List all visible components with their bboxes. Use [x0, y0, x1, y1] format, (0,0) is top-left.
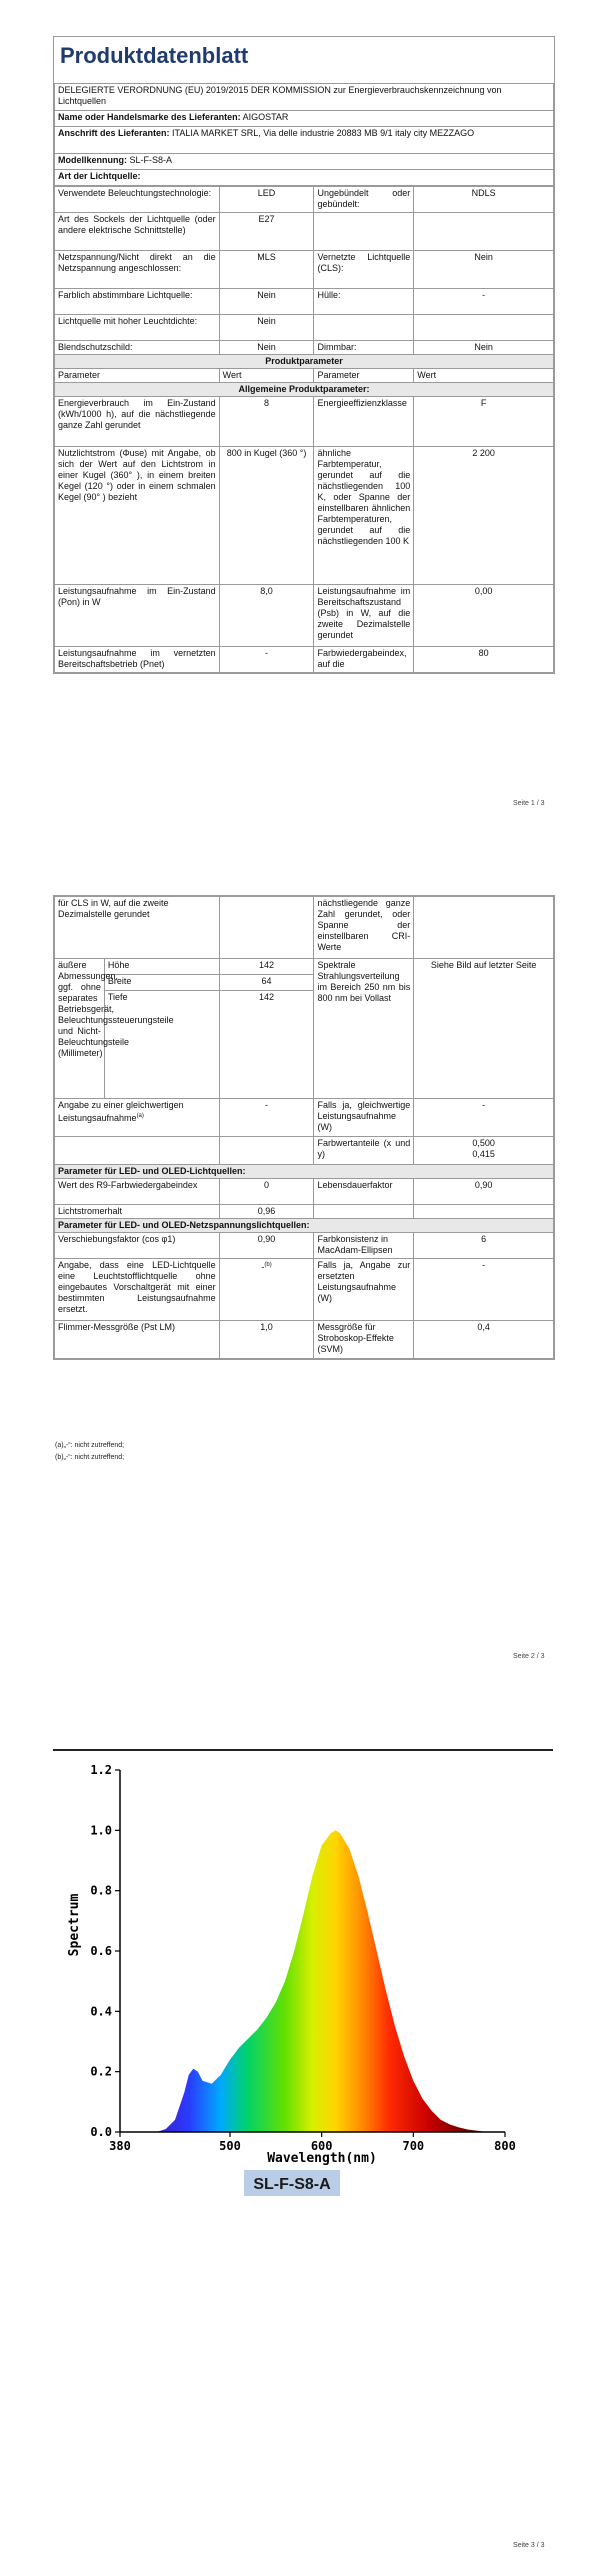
page-footer-3: Seite 3 / 3: [513, 2542, 545, 2549]
model-value: SL-F-S8-A: [129, 155, 173, 165]
header-table: [54, 83, 554, 186]
spectrum-area: [157, 1830, 487, 2132]
page-3: [0, 1700, 603, 2560]
table-row: Flimmer-Messgröße (Pst LM) 1,0 Messgröße für Stroboskop-Effekte (SVM) 0,4: [55, 1321, 554, 1359]
led-params-header: Parameter für LED- und OLED-Lichtquellen:: [55, 1165, 554, 1179]
general-params-header: Allgemeine Produktparameter:: [55, 383, 554, 397]
page-title: Produktdatenblatt: [60, 43, 249, 68]
table-row: Wert des R9-Farbwiedergabeindex 0 Lebensdauerfaktor 0,90: [55, 1179, 554, 1205]
table-row: Nutzlichtstrom (Φuse) mit Angabe, ob sich der Wert auf den Lichtstrom in einer Kugel (360° ), in einem breiten Kegel (120 °) oder in einem schmalen Kegel (90° ) bezieht 800 in Kugel (360 °) ähnliche Farbtemperatur, gerundet auf die nächstliegenden 100 K, oder Spanne der einstellbaren ähnlichen Farbtemperaturen, gerundet auf die nächstliegenden 100 K 2 200: [55, 447, 554, 585]
x-tick-label: 500: [219, 2139, 241, 2153]
address-row: [55, 127, 554, 154]
continuation-table: [54, 896, 554, 1359]
table-row: Tiefe 142: [55, 991, 554, 1099]
table-row: Leistungsaufnahme im Ein-Zustand (Pon) in W 8,0 Leistungsaufnahme im Bereitschaftszustand (Psb) in W, auf die zweite Dezimalstelle gerundet 0,00: [55, 585, 554, 647]
type-header: Art der Lichtquelle:: [55, 170, 554, 186]
table-row: äußere Abmessungen, ggf. ohne separates Betriebsgerät, Beleuchtungssteuerungsteile und Nicht-Beleuchtungsteile (Millimeter) Höhe 142 Spektrale Strahlungsverteilung im Bereich 250 nm bis 800 nm bei Vollast Siehe Bild auf letzter Seite: [55, 959, 554, 975]
table-row: Breite 64: [55, 975, 554, 991]
x-tick-label: 800: [494, 2139, 516, 2153]
page-footer-2: Seite 2 / 3: [513, 1653, 545, 1660]
mains-params-header: Parameter für LED- und OLED-Netzspannungslichtquellen:: [55, 1219, 554, 1233]
page-2: [0, 845, 603, 1675]
dims-label: äußere Abmessungen, ggf. ohne separates Betriebsgerät, Beleuchtungssteuerungsteile und Nicht-Beleuchtungsteile (Millimeter): [55, 959, 105, 1099]
table-row: Blendschutzschild: Nein Dimmbar: Nein: [55, 341, 554, 355]
table-row: Verschiebungsfaktor (cos φ1) 0,90 Farbkonsistenz in MacAdam-Ellipsen 6: [55, 1233, 554, 1259]
supplier-label: Name oder Handelsmarke des Lieferanten:: [58, 112, 241, 122]
page-1: [0, 0, 603, 815]
address-value: ITALIA MARKET SRL, Via delle industrie 20883 MB 9/1 italy city MEZZAGO: [172, 128, 475, 138]
supplier-value: AIGOSTAR: [242, 112, 289, 122]
table-row: Angabe zu einer gleichwertigen Leistungsaufnahme$^{(a)}$ - Falls ja, gleichwertige Leistungsaufnahme (W) -: [55, 1099, 554, 1137]
type-table: [54, 186, 554, 673]
table-row: Energieverbrauch im Ein-Zustand (kWh/1000 h), auf die nächstliegende ganze Zahl gerundet 8 Energieeffizienzklasse F: [55, 397, 554, 447]
y-tick-label: 0.0: [90, 2125, 112, 2139]
model-label: Modellkennung:: [58, 155, 127, 165]
table-row: Farblich abstimmbare Lichtquelle: Nein Hülle: -: [55, 289, 554, 315]
y-axis-label: Spectrum: [67, 1893, 82, 1957]
table-row: für CLS in W, auf die zweite Dezimalstelle gerundet nächstliegende ganze Zahl gerundet, oder Spanne der einstellbaren CRI-Werte: [55, 897, 554, 959]
spectral-label: Spektrale Strahlungsverteilung im Bereich 250 nm bis 800 nm bei Vollast: [314, 959, 414, 1099]
y-tick-label: 0.8: [90, 1883, 112, 1898]
x-tick-label: 600: [310, 2139, 333, 2153]
y-tick-label: 1.0: [90, 1823, 112, 1838]
table-row: Leistungsaufnahme im vernetzten Bereitschaftsbetrieb (Pnet) - Farbwiedergabeindex, auf die 80: [55, 647, 554, 673]
x-tick-label: 700: [402, 2139, 425, 2153]
y-tick-label: 0.4: [90, 2004, 112, 2019]
supplier-row: [55, 111, 554, 127]
address-label: Anschrift des Lieferanten:: [58, 128, 170, 138]
column-header-row: Parameter Wert Parameter Wert: [55, 369, 554, 383]
datasheet-table-page1: [53, 36, 555, 674]
table-row: Verwendete Beleuchtungstechnologie: LED Ungebündelt oder gebündelt: NDLS: [55, 187, 554, 213]
datasheet-table-page2: [53, 895, 555, 1360]
plot-area: [90, 1763, 516, 2153]
y-tick-label: 0.2: [90, 2064, 112, 2079]
page-footer-1: Seite 1 / 3: [513, 800, 545, 807]
table-row: Lichtquelle mit hoher Leuchtdichte: Nein: [55, 315, 554, 341]
footnotes: (a)„-“: nicht zutreffend; (b)„-“: nicht zutreffend;: [55, 1442, 125, 1461]
spectrum-chart: [0, 1740, 603, 2260]
y-tick-label: 1.2: [90, 1763, 112, 1777]
x-axis-label: Wavelength(nm): [267, 2151, 377, 2166]
table-row: Farbwertanteile (x und y) 0,500 0,415: [55, 1137, 554, 1165]
table-row: Art des Sockels der Lichtquelle (oder andere elektrische Schnittstelle) E27: [55, 213, 554, 251]
model-row: [55, 154, 554, 170]
x-tick-label: 380: [109, 2139, 131, 2153]
y-tick-label: 0.6: [90, 1944, 112, 1958]
regulation-text: DELEGIERTE VERORDNUNG (EU) 2019/2015 DER KOMMISSION zur Energieverbrauchskennzeichnung von Lichtquellen: [55, 84, 554, 111]
model-label: SL-F-S8-A: [253, 2176, 331, 2193]
table-row: Lichtstromerhalt 0,96: [55, 1205, 554, 1219]
table-row: Angabe, dass eine LED-Lichtquelle eine Leuchtstofflichtquelle ohne eingebautes Vorschaltgerät mit einer bestimmten Leistungsaufnahme ersetzt. -$^{(b)}$ Falls ja, Angabe zur ersetzten Leistungsaufnahme (W) -: [55, 1259, 554, 1321]
table-row: Netzspannung/Nicht direkt an die Netzspannung angeschlossen: MLS Vernetzte Lichtquelle (CLS): Nein: [55, 251, 554, 289]
product-params-header: Produktparameter: [55, 355, 554, 369]
spectral-value: Siehe Bild auf letzter Seite: [414, 959, 554, 1099]
